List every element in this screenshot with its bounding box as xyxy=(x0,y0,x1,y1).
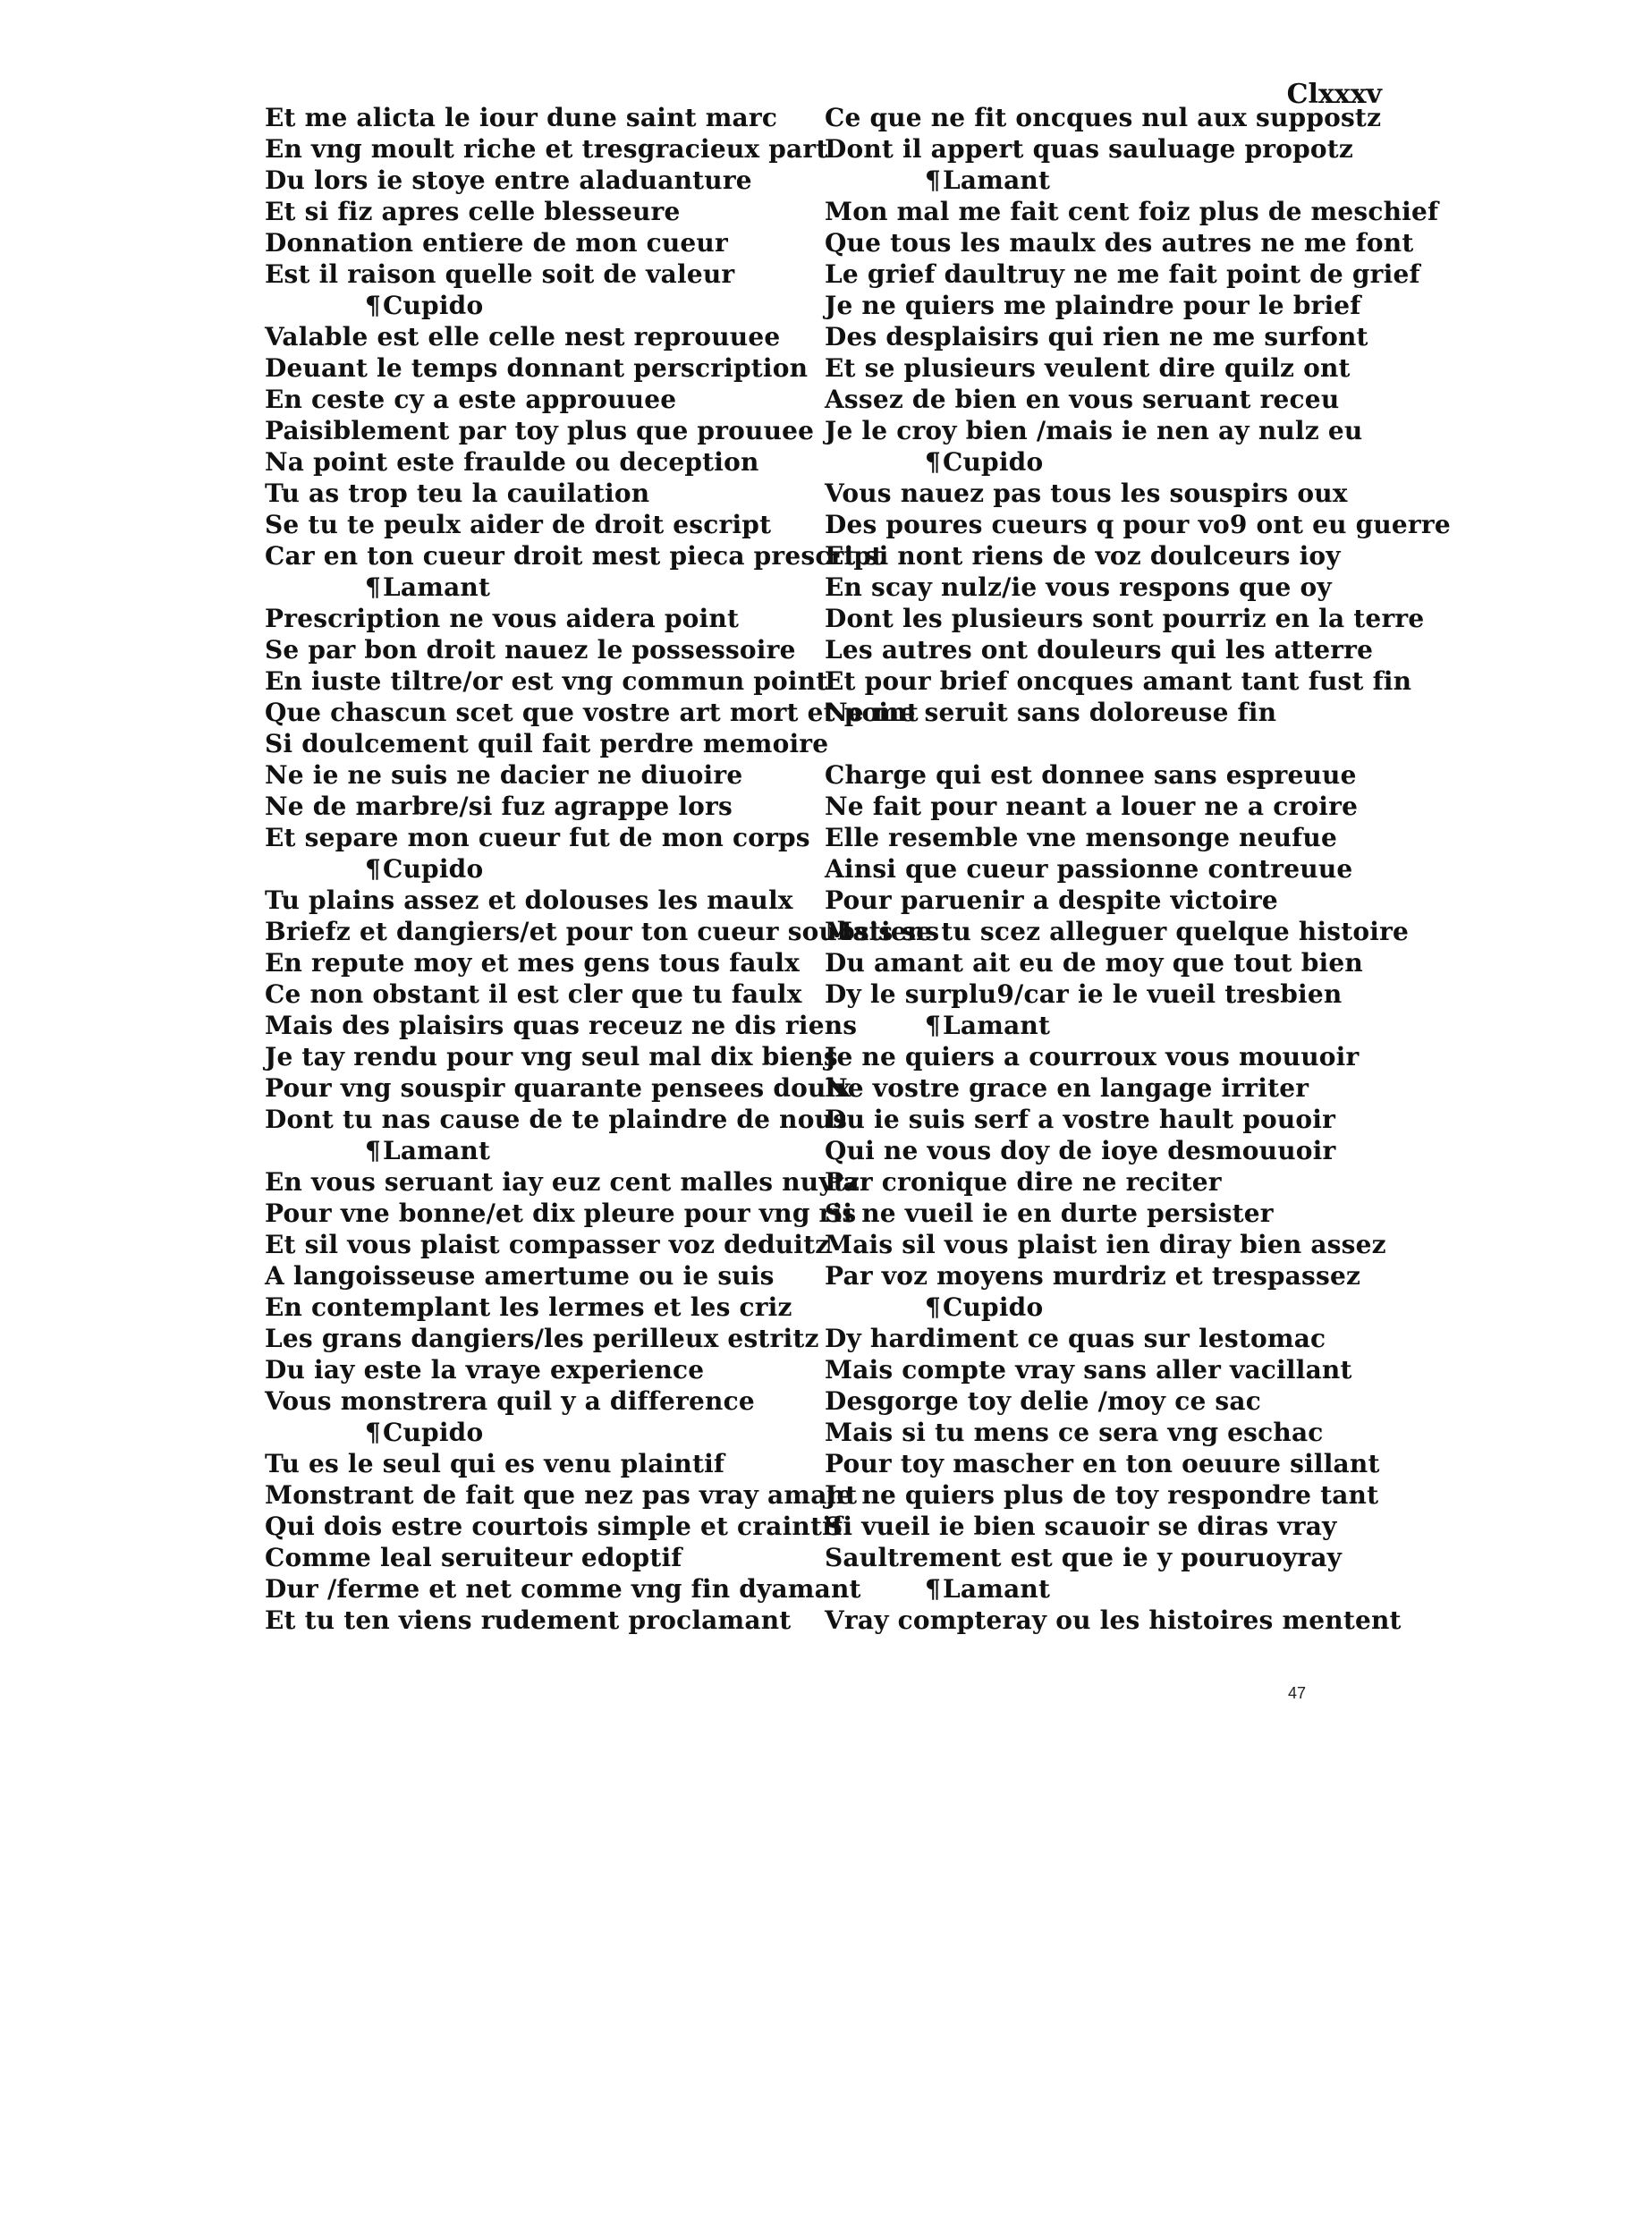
pilcrow-icon: ¶ xyxy=(925,1574,942,1604)
pilcrow-icon: ¶ xyxy=(925,1292,942,1322)
verse-line: Dont il appert quas sauluage propotz xyxy=(825,134,1353,164)
verse-line: Assez de bien en vous seruant receu xyxy=(825,385,1340,414)
verse-line: Du lors ie stoye entre aladuanture xyxy=(265,165,752,195)
verse-line: Ne fait pour neant a louer ne a croire xyxy=(825,792,1359,821)
verse-line: Les autres ont douleurs qui les atterre xyxy=(825,635,1374,665)
verse-line: Dy le surplu9/car ie le vueil tresbien xyxy=(825,979,1343,1009)
speaker-name: Lamant xyxy=(943,1574,1051,1604)
speaker-heading xyxy=(265,1135,819,1166)
verse-line: Je ne quiers a courroux vous mouuoir xyxy=(825,1042,1360,1071)
pilcrow-icon: ¶ xyxy=(925,447,942,477)
verse-line: Des poures cueurs q pour vo9 ont eu guerre xyxy=(825,510,1451,539)
verse-line: Monstrant de fait que nez pas vray amant xyxy=(265,1480,858,1510)
verse-line: Pour toy mascher en ton oeuure sillant xyxy=(825,1449,1380,1478)
verse-line: Par cronique dire ne reciter xyxy=(825,1167,1222,1197)
speaker-heading xyxy=(265,853,819,885)
verse-line: Pour vng souspir quarante pensees doulx xyxy=(265,1073,851,1103)
verse-line: Ce non obstant il est cler que tu faulx xyxy=(265,979,802,1009)
speaker-name: Cupido xyxy=(943,447,1044,477)
speaker-name: Cupido xyxy=(943,1292,1044,1322)
verse-line: Prescription ne vous aidera point xyxy=(265,604,740,633)
verse-line: Je le croy bien /mais ie nen ay nulz eu xyxy=(825,416,1363,445)
speaker-heading xyxy=(825,1010,1397,1041)
folio-heading: Clxxxv xyxy=(1286,79,1382,110)
verse-line: Car en ton cueur droit mest pieca prescript xyxy=(265,541,884,571)
verse-line: Et se plusieurs veulent dire quilz ont xyxy=(825,353,1351,383)
verse-line: Et me alicta le iour dune saint marc xyxy=(265,103,778,132)
speaker-name: Cupido xyxy=(383,1418,484,1447)
verse-line: Le grief daultruy ne me fait point de grief xyxy=(825,259,1420,289)
speaker-heading xyxy=(265,290,819,321)
verse-line: Ne de marbre/si fuz agrappe lors xyxy=(265,792,733,821)
verse-line: Tu es le seul qui es venu plaintif xyxy=(265,1449,725,1478)
speaker-heading xyxy=(825,1292,1397,1323)
verse-line: Et tu ten viens rudement proclamant xyxy=(265,1605,792,1635)
verse-line: Des desplaisirs qui rien ne me surfont xyxy=(825,322,1368,351)
verse-line: Si vueil ie bien scauoir se diras vray xyxy=(825,1512,1337,1541)
speaker-heading xyxy=(825,446,1397,478)
page-number: 47 xyxy=(1288,1684,1307,1702)
left-column xyxy=(265,102,940,1636)
verse-line: Pour paruenir a despite victoire xyxy=(825,885,1278,915)
verse-line: Mais si tu mens ce sera vng eschac xyxy=(825,1418,1324,1447)
pilcrow-icon: ¶ xyxy=(365,1418,382,1447)
speaker-heading xyxy=(825,1573,1397,1605)
verse-line: Et separe mon cueur fut de mon corps xyxy=(265,823,810,852)
verse-line: Je tay rendu pour vng seul mal dix biens xyxy=(265,1042,838,1071)
verse-line: Est il raison quelle soit de valeur xyxy=(265,259,735,289)
verse-line: Et si fiz apres celle blesseure xyxy=(265,197,681,226)
speaker-name: Lamant xyxy=(383,1136,491,1165)
pilcrow-icon: ¶ xyxy=(365,1136,382,1165)
verse-line: Charge qui est donnee sans espreuue xyxy=(825,760,1357,790)
pilcrow-icon: ¶ xyxy=(925,165,942,195)
verse-line: Mais compte vray sans aller vacillant xyxy=(825,1355,1352,1385)
verse-line: Mais des plaisirs quas receuz ne dis riens xyxy=(265,1011,858,1040)
pilcrow-icon: ¶ xyxy=(925,1011,942,1040)
speaker-name: Lamant xyxy=(383,572,491,602)
verse-line: Deuant le temps donnant perscription xyxy=(265,353,809,383)
verse-line: Se par bon droit nauez le possessoire xyxy=(265,635,796,665)
pilcrow-icon: ¶ xyxy=(365,572,382,602)
verse-line: Vous monstrera quil y a difference xyxy=(265,1386,755,1416)
verse-line: Ainsi que cueur passionne contreuue xyxy=(825,854,1353,884)
verse-line: Ce que ne fit oncques nul aux suppostz xyxy=(825,103,1382,132)
verse-line: Pour vne bonne/et dix pleure pour vng ris xyxy=(265,1198,857,1228)
speaker-heading xyxy=(265,572,819,603)
verse-line: Vray compteray ou les histoires mentent xyxy=(825,1605,1402,1635)
verse-line: Ne me seruit sans doloreuse fin xyxy=(825,698,1277,727)
verse-line: Saultrement est que ie y pouruoyray xyxy=(825,1543,1343,1572)
right-column xyxy=(825,102,1451,1636)
verse-line: Du amant ait eu de moy que tout bien xyxy=(825,948,1363,978)
verse-line: Valable est elle celle nest reprouuee xyxy=(265,322,781,351)
verse-line: Elle resemble vne mensonge neufue xyxy=(825,823,1337,852)
verse-line: Et sil vous plaist compasser voz deduitz xyxy=(265,1230,830,1259)
verse-line: A langoisseuse amertume ou ie suis xyxy=(265,1261,775,1291)
verse-line: Ne vostre grace en langage irriter xyxy=(825,1073,1309,1103)
verse-line: Desgorge toy delie /moy ce sac xyxy=(825,1386,1261,1416)
verse-line: Comme leal seruiteur edoptif xyxy=(265,1543,682,1572)
verse-line: Dont les plusieurs sont pourriz en la terre xyxy=(825,604,1425,633)
verse-line: En scay nulz/ie vous respons que oy xyxy=(825,572,1332,602)
stanza-break xyxy=(825,728,1397,759)
verse-line: En iuste tiltre/or est vng commun point xyxy=(265,666,828,696)
verse-line: En repute moy et mes gens tous faulx xyxy=(265,948,801,978)
verse-line: Dur /ferme et net comme vng fin dyamant xyxy=(265,1574,861,1604)
verse-line: Du ie suis serf a vostre hault pouoir xyxy=(825,1105,1336,1134)
verse-line: En ceste cy a este approuuee xyxy=(265,385,677,414)
verse-line: Mais se tu scez alleguer quelque histoire xyxy=(825,917,1410,946)
verse-line: Et pour brief oncques amant tant fust fin xyxy=(825,666,1412,696)
verse-line: Mais sil vous plaist ien diray bien assez xyxy=(825,1230,1386,1259)
verse-line: Na point este fraulde ou deception xyxy=(265,447,759,477)
verse-line: Mon mal me fait cent foiz plus de meschief xyxy=(825,197,1439,226)
verse-line: Tu plains assez et dolouses les maulx xyxy=(265,885,793,915)
verse-line: En contemplant les lermes et les criz xyxy=(265,1292,792,1322)
verse-line: Briefz et dangiers/et pour ton cueur soubstiens xyxy=(265,917,940,946)
verse-line: Dont tu nas cause de te plaindre de nous xyxy=(265,1105,848,1134)
speaker-name: Cupido xyxy=(383,854,484,884)
verse-line: Par voz moyens murdriz et trespassez xyxy=(825,1261,1361,1291)
verse-line: Vous nauez pas tous les souspirs oux xyxy=(825,479,1348,508)
speaker-name: Lamant xyxy=(943,165,1051,195)
verse-line: Si doulcement quil fait perdre memoire xyxy=(265,729,829,758)
speaker-heading xyxy=(825,165,1397,196)
verse-line: En vng moult riche et tresgracieux part xyxy=(265,134,828,164)
verse-line: Les grans dangiers/les perilleux estritz xyxy=(265,1324,819,1353)
verse-line: Qui dois estre courtois simple et craintif xyxy=(265,1512,843,1541)
verse-line: Qui ne vous doy de ioye desmouuoir xyxy=(825,1136,1336,1165)
verse-line: Je ne quiers me plaindre pour le brief xyxy=(825,291,1361,320)
pilcrow-icon: ¶ xyxy=(365,854,382,884)
verse-line: Je ne quiers plus de toy respondre tant xyxy=(825,1480,1379,1510)
pilcrow-icon: ¶ xyxy=(365,291,382,320)
speaker-heading xyxy=(265,1417,819,1448)
verse-line: Que tous les maulx des autres ne me font xyxy=(825,228,1414,258)
verse-line: Tu as trop teu la cauilation xyxy=(265,479,650,508)
verse-line: Ne ie ne suis ne dacier ne diuoire xyxy=(265,760,743,790)
verse-line: Et si nont riens de voz doulceurs ioy xyxy=(825,541,1341,571)
verse-line: Du iay este la vraye experience xyxy=(265,1355,705,1385)
verse-line: Donnation entiere de mon cueur xyxy=(265,228,728,258)
verse-line: Paisiblement par toy plus que prouuee xyxy=(265,416,815,445)
verse-line: Dy hardiment ce quas sur lestomac xyxy=(825,1324,1326,1353)
verse-line: Se tu te peulx aider de droit escript xyxy=(265,510,772,539)
speaker-name: Cupido xyxy=(383,291,484,320)
speaker-name: Lamant xyxy=(943,1011,1051,1040)
verse-line: Si ne vueil ie en durte persister xyxy=(825,1198,1274,1228)
verse-line: Que chascun scet que vostre art mort et point xyxy=(265,698,919,727)
verse-line: En vous seruant iay euz cent malles nuytz xyxy=(265,1167,860,1197)
